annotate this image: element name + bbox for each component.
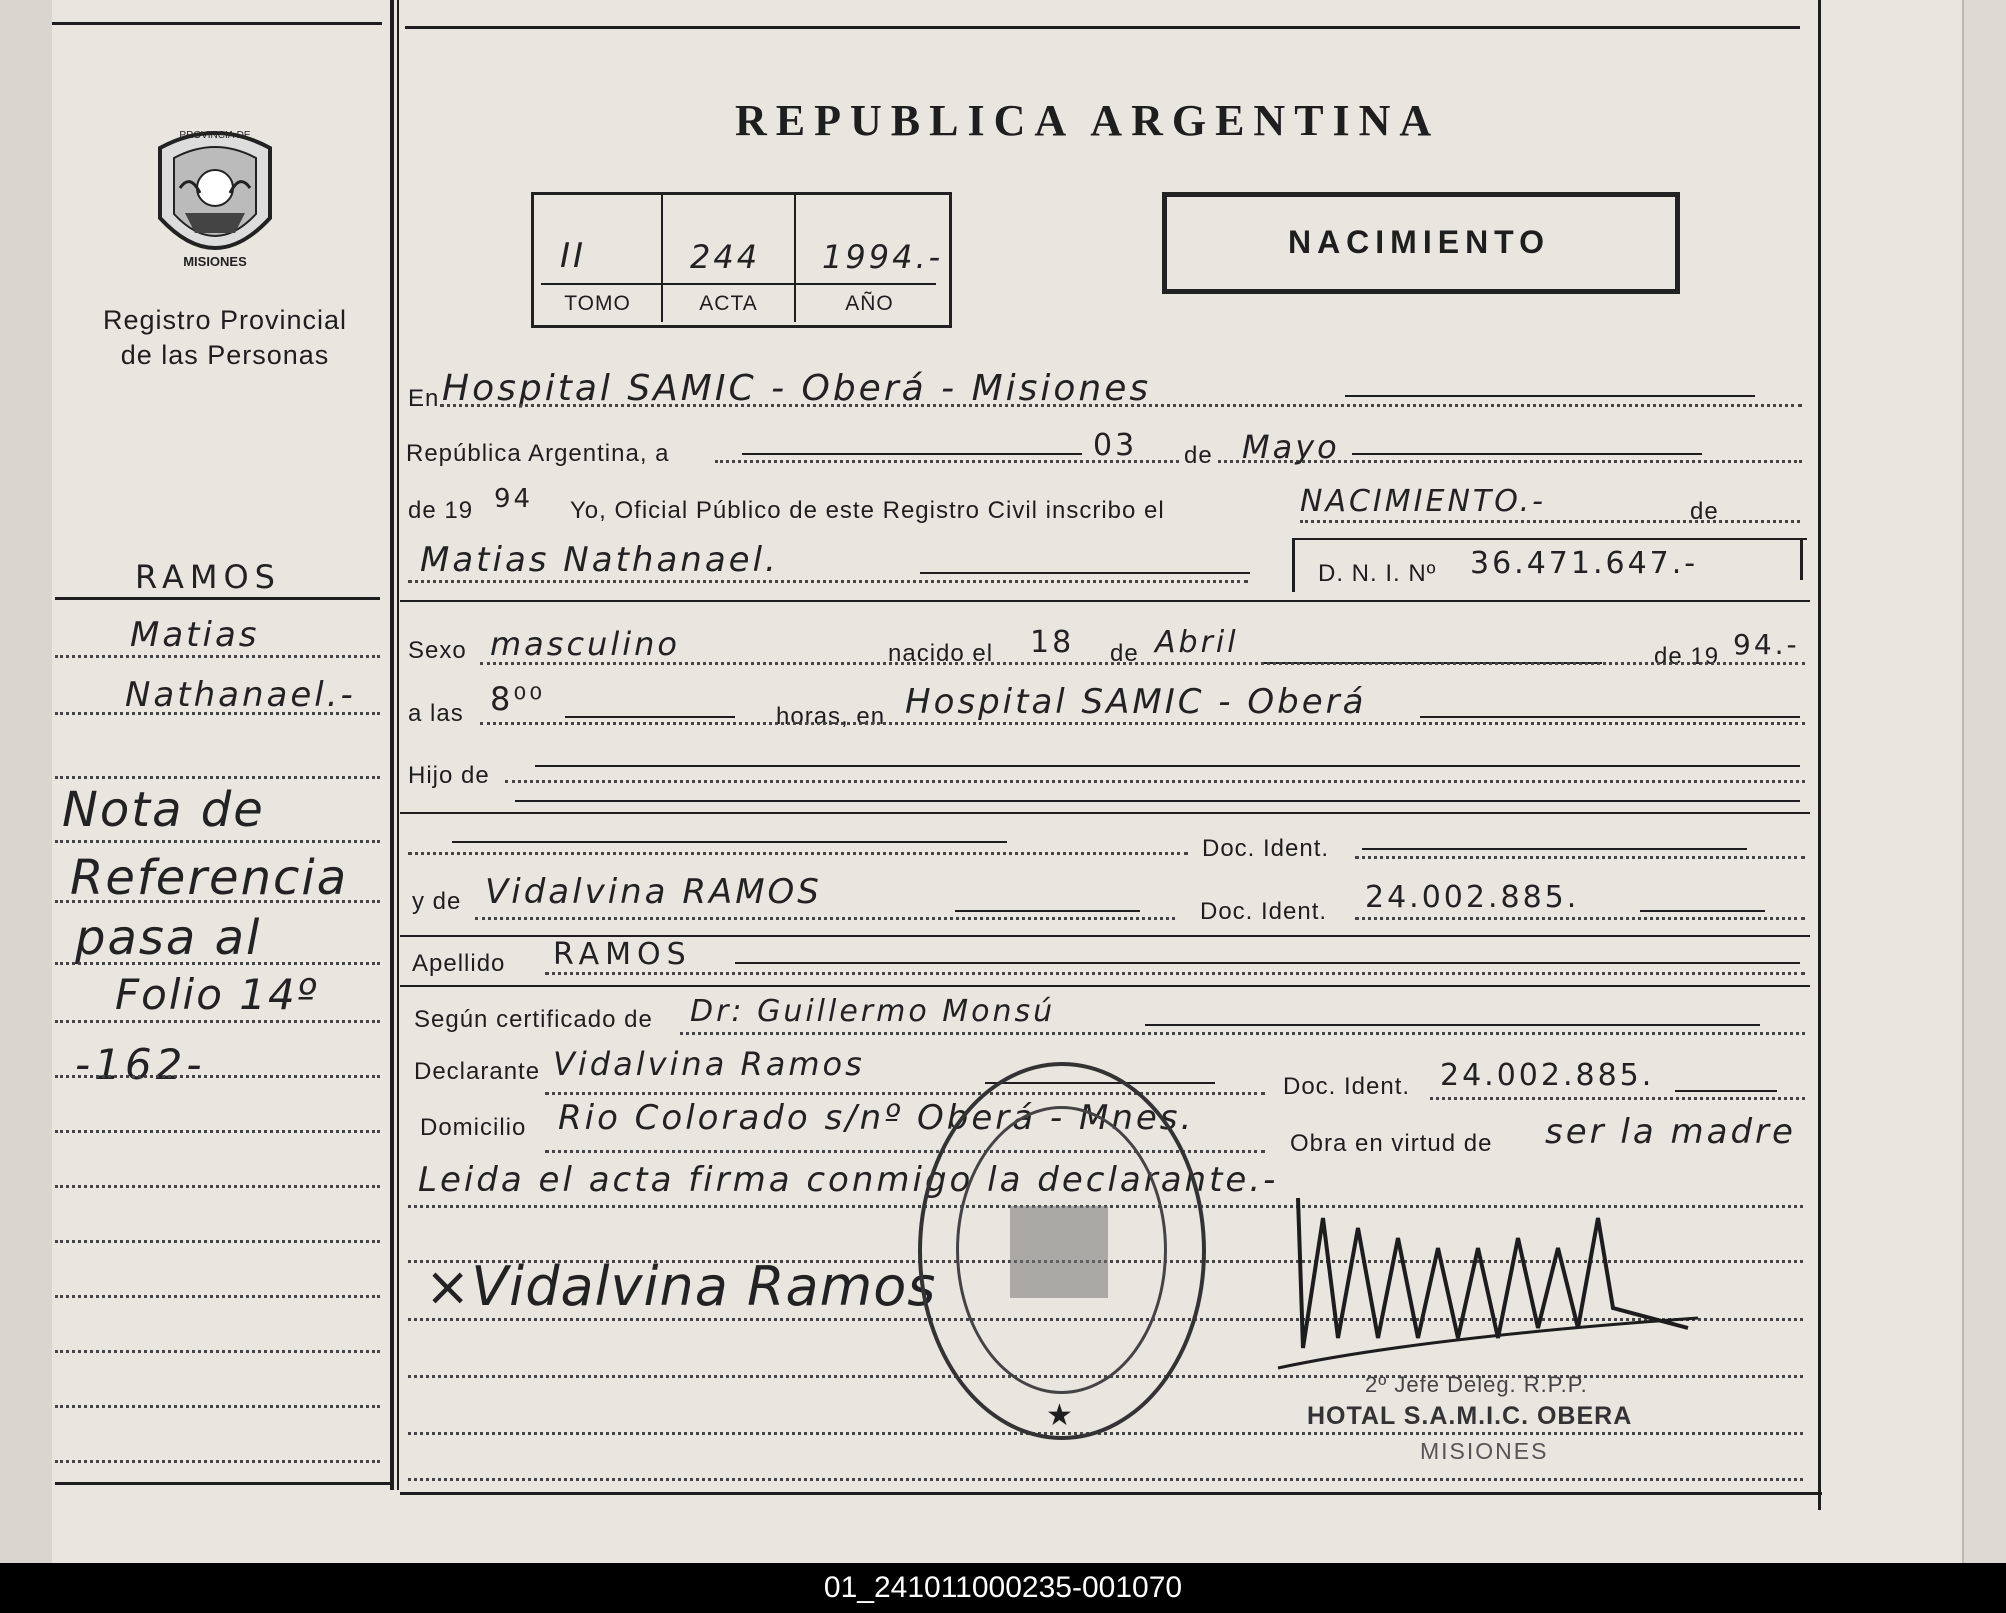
- mother-value: Vidalvina RAMOS: [485, 872, 822, 912]
- dni-box-right: [1800, 540, 1803, 580]
- margin-dotline: [55, 1075, 380, 1078]
- margin-dotline: [55, 1185, 380, 1188]
- fill-dash: [1420, 716, 1800, 718]
- domicilio-label: Domicilio: [420, 1114, 527, 1141]
- anio-label: AÑO: [845, 292, 894, 315]
- declarante-value: Vidalvina Ramos: [553, 1045, 865, 1083]
- acta-label: ACTA: [699, 292, 758, 315]
- margin-dotline: [55, 655, 380, 658]
- row-dotline: [408, 852, 1188, 855]
- margin-surname-rule: [55, 597, 380, 600]
- margin-dotline: [55, 1240, 380, 1243]
- image-id-bar: [0, 1563, 2006, 1613]
- row-dotline: [480, 662, 1805, 665]
- apellido-value: RAMOS: [553, 937, 692, 972]
- margin-dotline: [55, 1405, 380, 1408]
- birth-day: 18: [1030, 625, 1075, 660]
- round-registry-seal: [918, 1062, 1206, 1440]
- margin-note-line4: Folio 14º: [115, 970, 319, 1019]
- anio-value: 1994.-: [822, 238, 944, 276]
- top-rule-left: [52, 22, 382, 25]
- fill-dash: [1640, 910, 1765, 912]
- margin-dotline: [55, 1460, 380, 1463]
- top-rule-right: [405, 26, 1800, 29]
- row-dotline: [545, 972, 1805, 975]
- margin-dotline: [55, 1295, 380, 1298]
- fill-dash: [735, 962, 1800, 964]
- obra-label: Obra en virtud de: [1290, 1130, 1493, 1157]
- nacido-label: nacido el: [888, 640, 994, 667]
- doc-ident-label3: Doc. Ident.: [1283, 1073, 1411, 1100]
- horas-label: horas, en: [776, 703, 886, 730]
- declarante-label: Declarante: [414, 1058, 541, 1085]
- yo-text: Yo, Oficial Público de este Registro Civil inscribo el: [570, 497, 1165, 524]
- tomo-label: TOMO: [564, 292, 631, 315]
- row-dotline: [1300, 520, 1800, 523]
- fill-dash: [515, 800, 1800, 802]
- fill-dash: [1352, 453, 1702, 455]
- dni-box-left: [1292, 540, 1295, 592]
- obra-value: ser la madre: [1545, 1112, 1796, 1152]
- dni-label: D. N. I. Nº: [1318, 560, 1437, 587]
- official-signature-mark: [1268, 1188, 1708, 1378]
- fill-dash: [1345, 395, 1755, 397]
- image-id-text: 01_241011000235-001070: [823, 1571, 1183, 1604]
- hour-value: 8⁰⁰: [490, 680, 546, 718]
- margin-name1: Matias: [130, 615, 260, 655]
- row-dotline: [680, 1032, 1805, 1035]
- margin-dotline: [55, 1350, 380, 1353]
- stamp-line2: HOTAL S.A.M.I.C. OBERA: [1307, 1402, 1633, 1430]
- doc-ident-label2: Doc. Ident.: [1200, 898, 1328, 925]
- mother-doc-value: 24.002.885.: [1365, 880, 1580, 915]
- row-dotline: [480, 722, 1805, 725]
- row-dotline: [440, 404, 1802, 407]
- margin-note-line2: Referencia: [70, 850, 349, 906]
- row-dotline: [408, 1478, 1803, 1481]
- margin-dotline: [55, 900, 380, 903]
- stamp-line1: 2º Jefe Deleg. R.P.P.: [1365, 1372, 1588, 1397]
- office-line1: Registro Provincial: [102, 305, 348, 335]
- fill-dash: [920, 572, 1250, 574]
- hijo-label: Hijo de: [408, 762, 490, 789]
- margin-dotline: [55, 776, 380, 779]
- right-frame-line: [1818, 0, 1821, 1510]
- margin-dotline: [55, 1130, 380, 1133]
- margin-note-line1: Nota de: [62, 782, 265, 838]
- margin-note-line5: -162-: [75, 1040, 206, 1089]
- seal-star-icon: ★: [1046, 1399, 1073, 1432]
- section-rule: [400, 985, 1810, 987]
- de-label3: de: [1110, 640, 1139, 667]
- doc-ident-label1: Doc. Ident.: [1202, 835, 1330, 862]
- row-dotline: [408, 580, 1248, 583]
- fill-dash: [742, 453, 1082, 455]
- bottom-rule: [400, 1492, 1822, 1495]
- margin-dotline: [55, 1020, 380, 1023]
- page-shadow-strip: [0, 0, 52, 1563]
- document-type: NACIMIENTO: [1287, 224, 1551, 260]
- stamp-line3: MISIONES: [1420, 1438, 1549, 1464]
- fill-dash: [1675, 1090, 1777, 1092]
- year-prefix: de 19: [408, 497, 474, 524]
- certificado-value: Dr: Guillermo Monsú: [690, 994, 1056, 1029]
- de-label2: de: [1690, 498, 1719, 525]
- sexo-label: Sexo: [408, 637, 467, 664]
- fill-dash: [1145, 1024, 1760, 1026]
- page-right-edge: [1962, 0, 2006, 1563]
- birth-year-suffix: 94.-: [1733, 628, 1800, 661]
- margin-dotline: [55, 840, 380, 843]
- leida-value: Leida el acta firma conmigo la declarante.-: [418, 1160, 1279, 1200]
- seal-center-emblem: [1010, 1206, 1108, 1298]
- provincia-de-misiones-emblem-icon: [140, 118, 290, 278]
- republica-label: República Argentina, a: [406, 440, 670, 467]
- row-dotline: [1355, 856, 1805, 859]
- margin-name2: Nathanael.-: [125, 675, 356, 715]
- dni-box-top: [1292, 538, 1807, 540]
- inscribed-value: NACIMIENTO.-: [1300, 484, 1546, 519]
- birth-month: Abril: [1155, 625, 1239, 660]
- svg-text:MISIONES: MISIONES: [183, 254, 247, 269]
- domicilio-value: Rio Colorado s/nº Oberá - Mnes.: [558, 1098, 1195, 1138]
- row-dotline: [1430, 1097, 1805, 1100]
- place-value: Hospital SAMIC - Oberá - Misiones: [442, 368, 1152, 409]
- tomo-value: II: [560, 236, 587, 276]
- row-dotline: [1355, 917, 1805, 920]
- row-dotline: [545, 1092, 1265, 1095]
- y-de-label: y de: [412, 888, 462, 915]
- apellido-label: Apellido: [412, 950, 506, 977]
- fill-dash: [452, 841, 1007, 843]
- fill-dash: [1362, 848, 1747, 850]
- margin-surname: RAMOS: [135, 558, 281, 596]
- dni-value: 36.471.647.-: [1470, 546, 1699, 581]
- section-rule: [400, 812, 1810, 814]
- de19-label: de 19: [1654, 643, 1720, 670]
- row-dotline: [475, 917, 1175, 920]
- country-title: REPUBLICA ARGENTINA: [735, 96, 1441, 145]
- margin-divider-right: [397, 0, 399, 1490]
- day-value: 03: [1093, 428, 1138, 463]
- fill-dash: [535, 765, 1800, 767]
- margin-divider-left: [390, 0, 394, 1490]
- margin-dotline: [55, 962, 380, 965]
- declarante-doc-value: 24.002.885.: [1440, 1058, 1655, 1093]
- svg-text:PROVINCIA DE: PROVINCIA DE: [179, 130, 251, 141]
- fill-dash: [565, 716, 735, 718]
- row-dotline: [505, 780, 1805, 783]
- month-value: Mayo: [1242, 428, 1340, 466]
- margin-dotline: [55, 712, 380, 715]
- birth-place-value: Hospital SAMIC - Oberá: [905, 682, 1367, 722]
- year-suffix: 94: [494, 484, 534, 514]
- row-dotline: [408, 1432, 1803, 1435]
- acta-value: 244: [690, 238, 761, 276]
- sexo-value: masculino: [490, 625, 680, 663]
- section-rule: [400, 600, 1810, 602]
- certificado-label: Según certificado de: [414, 1006, 653, 1033]
- de-label: de: [1180, 442, 1217, 470]
- en-label: En: [408, 385, 440, 412]
- fill-dash: [955, 910, 1140, 912]
- a-las-label: a las: [408, 700, 464, 727]
- office-line2: de las Personas: [120, 340, 330, 370]
- margin-bottom-rule: [55, 1482, 393, 1485]
- registry-box-rule: [541, 283, 936, 285]
- full-name-value: Matias Nathanael.: [420, 540, 779, 580]
- declarant-signature: ×Vidalvina Ramos: [425, 1255, 937, 1318]
- margin-note-line3: pasa al: [75, 910, 262, 966]
